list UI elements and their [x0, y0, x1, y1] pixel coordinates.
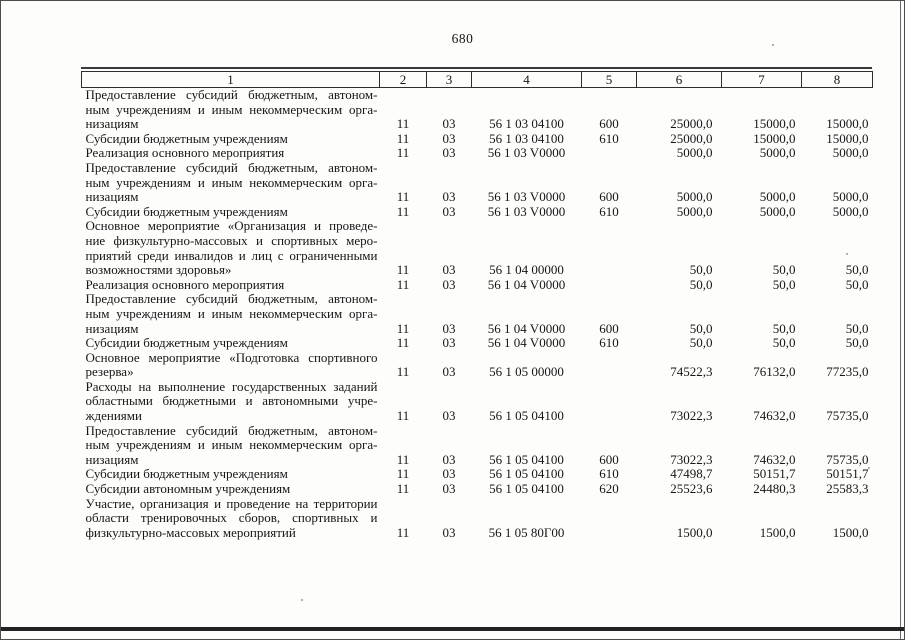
pr-cell: 03 — [442, 364, 456, 380]
table-body — [82, 88, 873, 541]
budget-table — [81, 71, 873, 540]
name-line: Субсидии бюджетным учреждениям — [85, 335, 288, 351]
y2-cell: 5000,0 — [759, 189, 796, 205]
table-row — [82, 278, 873, 293]
y2-cell: 15000,0 — [753, 116, 796, 132]
csr-cell: 56 1 04 V0000 — [487, 320, 566, 336]
name-cell — [82, 424, 380, 468]
rz-cell: 11 — [396, 116, 410, 132]
name-cell — [82, 292, 380, 336]
rz-cell: 11 — [396, 451, 410, 467]
scan-edge-right — [900, 1, 901, 639]
rz-cell: 11 — [396, 189, 410, 205]
name-line: низациям — [85, 451, 139, 467]
csr-cell: 56 1 05 04100 — [489, 451, 564, 467]
scan-speck — [868, 467, 870, 469]
rz-cell: 11 — [396, 262, 410, 278]
vr-cell: 600 — [599, 320, 619, 336]
table-row — [82, 482, 873, 497]
rz-cell: 11 — [396, 320, 410, 336]
y1-cell: 47498,7 — [670, 466, 713, 482]
y2-cell: 15000,0 — [753, 130, 796, 146]
rz-cell: 11 — [396, 276, 410, 292]
name-line: ным учреждениям и иным некоммерческим орга- — [85, 305, 378, 321]
pr-cell: 03 — [442, 116, 456, 132]
scan-speck — [846, 253, 848, 255]
rz-cell: 11 — [396, 145, 410, 161]
name-cell — [82, 482, 380, 497]
name-line: ние физкультурно-массовых и спортивных меро- — [85, 232, 378, 248]
y3-cell: 50,0 — [845, 335, 869, 351]
vr-cell: 600 — [599, 189, 619, 205]
table-row — [82, 380, 873, 424]
y3-cell: 50,0 — [845, 276, 869, 292]
y1-cell: 74522,3 — [670, 364, 713, 380]
header-cell: 7 — [722, 72, 802, 88]
table-row — [82, 146, 873, 161]
name-line: Основное мероприятие «Подготовка спортивного — [85, 349, 378, 365]
name-line: низациям — [85, 189, 139, 205]
pr-cell: 03 — [442, 130, 456, 146]
y1-cell: 1500,0 — [676, 524, 713, 540]
y1-cell: 25523,6 — [670, 481, 713, 497]
rz-cell: 11 — [396, 524, 410, 540]
csr-cell: 56 1 03 V0000 — [487, 145, 566, 161]
header-cell: 5 — [582, 72, 637, 88]
vr-cell: 610 — [599, 466, 619, 482]
y1-cell: 5000,0 — [676, 203, 713, 219]
pr-cell: 03 — [442, 203, 456, 219]
pr-cell: 03 — [442, 189, 456, 205]
csr-cell: 56 1 05 04100 — [489, 466, 564, 482]
csr-cell: 56 1 03 V0000 — [487, 203, 566, 219]
csr-cell: 56 1 04 V0000 — [487, 276, 566, 292]
table-row — [82, 132, 873, 147]
vr-cell: 610 — [599, 203, 619, 219]
y2-cell: 50,0 — [772, 320, 796, 336]
table-top-rule — [81, 67, 872, 69]
header-cell: 1 — [82, 72, 380, 88]
pr-cell: 03 — [442, 524, 456, 540]
rz-cell: 11 — [396, 203, 410, 219]
csr-cell: 56 1 03 V0000 — [487, 189, 566, 205]
y2-cell: 50,0 — [772, 276, 796, 292]
table-row — [82, 497, 873, 541]
y2-cell: 74632,0 — [753, 408, 796, 424]
name-line: Предоставление субсидий бюджетным, автоном- — [85, 291, 378, 307]
rz-cell: 11 — [396, 481, 410, 497]
csr-cell: 56 1 05 04100 — [489, 408, 564, 424]
name-line: низациям — [85, 116, 139, 132]
y1-cell: 50,0 — [689, 276, 713, 292]
vr-cell: 600 — [599, 116, 619, 132]
name-line: ным учреждениям и иным некоммерческим орга- — [85, 437, 378, 453]
y1-cell: 5000,0 — [676, 189, 713, 205]
y2-cell: 50,0 — [772, 262, 796, 278]
csr-cell: 56 1 03 04100 — [489, 116, 564, 132]
table-row — [82, 219, 873, 277]
name-cell — [82, 336, 380, 351]
header-cell: 8 — [802, 72, 873, 88]
csr-cell: 56 1 04 00000 — [489, 262, 564, 278]
name-cell — [82, 132, 380, 147]
scan-speck — [301, 599, 303, 601]
vr-cell: 610 — [599, 335, 619, 351]
table-row — [82, 205, 873, 220]
name-line: Участие, организация и проведение на территории — [85, 495, 378, 511]
table-row — [82, 88, 873, 132]
name-line: низациям — [85, 320, 139, 336]
y3-cell: 50,0 — [845, 320, 869, 336]
y1-cell: 5000,0 — [676, 145, 713, 161]
name-line: ным учреждениям и иным некоммерческим орга- — [85, 101, 378, 117]
pr-cell: 03 — [442, 451, 456, 467]
name-cell — [82, 497, 380, 541]
y3-cell: 25583,3 — [826, 481, 869, 497]
pr-cell: 03 — [442, 276, 456, 292]
name-cell — [82, 467, 380, 482]
pr-cell: 03 — [442, 335, 456, 351]
name-line: Предоставление субсидий бюджетным, автоном- — [85, 159, 378, 175]
y2-cell: 76132,0 — [753, 364, 796, 380]
y3-cell: 5000,0 — [832, 189, 869, 205]
header-cell: 2 — [380, 72, 427, 88]
y3-cell: 15000,0 — [826, 130, 869, 146]
name-cell — [82, 278, 380, 293]
name-line: Субсидии автономным учреждениям — [85, 481, 291, 497]
name-cell — [82, 380, 380, 424]
name-line: Предоставление субсидий бюджетным, автоном- — [85, 422, 378, 438]
table-row — [82, 467, 873, 482]
name-line: Реализация основного мероприятия — [85, 276, 285, 292]
rz-cell: 11 — [396, 335, 410, 351]
y1-cell: 73022,3 — [670, 408, 713, 424]
vr-cell: 620 — [599, 481, 619, 497]
name-cell — [82, 351, 380, 380]
pr-cell: 03 — [442, 408, 456, 424]
name-cell — [82, 161, 380, 205]
y3-cell: 5000,0 — [832, 203, 869, 219]
vr-cell: 600 — [599, 451, 619, 467]
name-line: Субсидии бюджетным учреждениям — [85, 130, 288, 146]
name-line: ждениями — [85, 408, 142, 424]
y3-cell: 75735,0 — [826, 451, 869, 467]
csr-cell: 56 1 05 80Г00 — [488, 524, 565, 540]
pr-cell: 03 — [442, 320, 456, 336]
table-row — [82, 424, 873, 468]
rz-cell: 11 — [396, 364, 410, 380]
y1-cell: 50,0 — [689, 320, 713, 336]
name-line: Субсидии бюджетным учреждениям — [85, 466, 288, 482]
name-line: области тренировочных сборов, спортивных и — [85, 510, 378, 526]
y3-cell: 15000,0 — [826, 116, 869, 132]
table-row — [82, 336, 873, 351]
y2-cell: 5000,0 — [759, 145, 796, 161]
y3-cell: 50,0 — [845, 262, 869, 278]
pr-cell: 03 — [442, 466, 456, 482]
name-cell — [82, 88, 380, 132]
table-header-row — [82, 72, 873, 88]
name-line: Субсидии бюджетным учреждениям — [85, 203, 288, 219]
vr-cell — [582, 380, 637, 424]
y3-cell: 50151,7 — [826, 466, 869, 482]
page-number: 680 — [451, 31, 474, 46]
csr-cell: 56 1 03 04100 — [489, 130, 564, 146]
y3-cell: 75735,0 — [826, 408, 869, 424]
y3-cell: 1500,0 — [832, 524, 869, 540]
vr-cell — [582, 497, 637, 541]
y1-cell: 25000,0 — [670, 116, 713, 132]
y2-cell: 5000,0 — [759, 203, 796, 219]
rz-cell: 11 — [396, 130, 410, 146]
y2-cell: 24480,3 — [753, 481, 796, 497]
name-line: ным учреждениям и иным некоммерческим орга- — [85, 174, 378, 190]
pr-cell: 03 — [442, 262, 456, 278]
table-row — [82, 351, 873, 380]
csr-cell: 56 1 04 V0000 — [487, 335, 566, 351]
scan-edge-bottom — [1, 627, 904, 631]
y1-cell: 50,0 — [689, 262, 713, 278]
y3-cell: 5000,0 — [832, 145, 869, 161]
name-line: возможностями здоровья» — [85, 262, 232, 278]
table-row — [82, 161, 873, 205]
csr-cell: 56 1 05 04100 — [489, 481, 564, 497]
name-line: Основное мероприятие «Организация и проведе- — [85, 218, 378, 234]
rz-cell: 11 — [396, 408, 410, 424]
y3-cell: 77235,0 — [826, 364, 869, 380]
name-line: приятий среди инвалидов и лиц с ограниченными — [85, 247, 378, 263]
y2-cell: 74632,0 — [753, 451, 796, 467]
name-line: Предоставление субсидий бюджетным, автоном- — [85, 87, 378, 102]
y1-cell: 25000,0 — [670, 130, 713, 146]
csr-cell: 56 1 05 00000 — [489, 364, 564, 380]
vr-cell — [582, 219, 637, 277]
vr-cell: 610 — [599, 130, 619, 146]
name-line: Реализация основного мероприятия — [85, 145, 285, 161]
name-cell — [82, 219, 380, 277]
header-cell: 3 — [427, 72, 472, 88]
rz-cell: 11 — [396, 466, 410, 482]
name-line: Расходы на выполнение государственных заданий — [85, 378, 378, 394]
vr-cell — [582, 146, 637, 161]
name-line: физкультурно-массовых мероприятий — [85, 524, 296, 540]
name-cell — [82, 146, 380, 161]
y1-cell: 50,0 — [689, 335, 713, 351]
name-line: областными бюджетными и автономными учре- — [85, 393, 378, 409]
header-cell: 4 — [472, 72, 582, 88]
name-line: резерва» — [85, 364, 134, 380]
vr-cell — [582, 278, 637, 293]
table-header — [82, 72, 873, 88]
scan-speck — [772, 44, 774, 46]
header-cell: 6 — [637, 72, 722, 88]
vr-cell — [582, 351, 637, 380]
y2-cell: 1500,0 — [759, 524, 796, 540]
table-row — [82, 292, 873, 336]
y2-cell: 50151,7 — [753, 466, 796, 482]
y1-cell: 73022,3 — [670, 451, 713, 467]
y2-cell: 50,0 — [772, 335, 796, 351]
pr-cell: 03 — [442, 145, 456, 161]
name-cell — [82, 205, 380, 220]
pr-cell: 03 — [442, 481, 456, 497]
